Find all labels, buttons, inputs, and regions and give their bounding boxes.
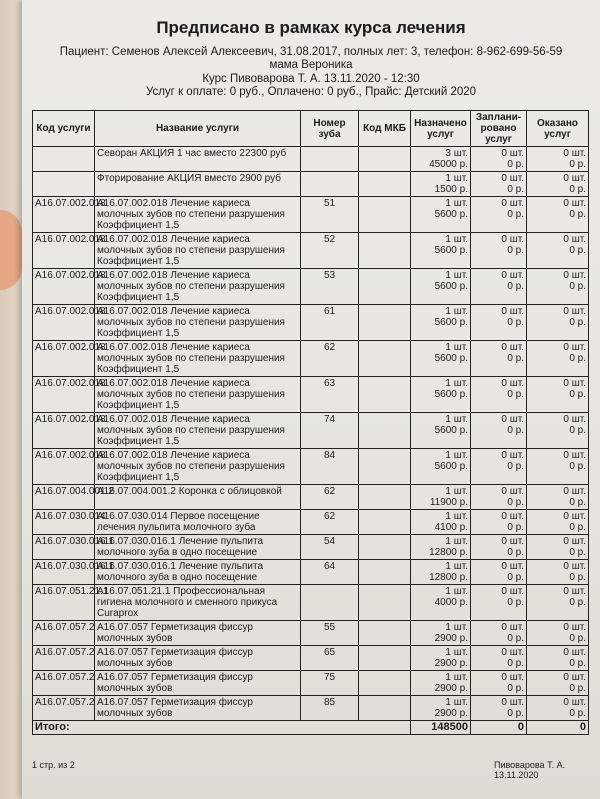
cell-assigned-qty: 1 шт.: [445, 270, 468, 281]
total-planned: 0: [471, 721, 527, 735]
cell-tooth: 85: [301, 696, 359, 721]
cell-done-qty: 0 шт.: [563, 672, 586, 683]
cell-planned: [471, 377, 527, 413]
cell-planned-qty: 0 шт.: [501, 511, 524, 522]
table-row: [33, 560, 589, 585]
cell-planned-qty: 0 шт.: [501, 270, 524, 281]
cell-done: [527, 341, 589, 377]
cell-done-qty: 0 шт.: [563, 622, 586, 633]
cell-planned-price: 0 р.: [507, 184, 524, 195]
cell-mkb: [359, 197, 411, 233]
table-row: [33, 305, 589, 341]
cell-planned-price: 0 р.: [507, 597, 524, 608]
cell-tooth: [301, 172, 359, 197]
cell-assigned-price: 5600 р.: [434, 389, 468, 400]
cell-tooth: 64: [301, 560, 359, 585]
cell-assigned-price: 5600 р.: [434, 461, 468, 472]
table-row: [33, 172, 589, 197]
cell-done-price: 0 р.: [569, 317, 586, 328]
cell-name: Фторирование АКЦИЯ вместо 2900 руб: [95, 172, 301, 197]
cell-assigned-price: 2900 р.: [434, 658, 468, 669]
cell-done-price: 0 р.: [569, 209, 586, 220]
patient-line: Пациент: Семенов Алексей Алексеевич, 31.08.2017, полных лет: 3, телефон: 8-962-699-56-59: [59, 46, 563, 58]
table-row: [33, 621, 589, 646]
cell-planned-price: 0 р.: [507, 683, 524, 694]
cell-planned-qty: 0 шт.: [501, 647, 524, 658]
cell-planned-qty: 0 шт.: [501, 450, 524, 461]
table-row: [33, 671, 589, 696]
cell-assigned-qty: 1 шт.: [445, 622, 468, 633]
cell-assigned-qty: 1 шт.: [445, 414, 468, 425]
cell-done-price: 0 р.: [569, 245, 586, 256]
cell-code: A16.07.051.21.1: [33, 585, 95, 621]
header-name: Название услуги: [95, 111, 301, 147]
cell-mkb: [359, 485, 411, 510]
cell-planned: [471, 449, 527, 485]
cell-assigned-qty: 1 шт.: [445, 697, 468, 708]
cell-mkb: [359, 413, 411, 449]
document-title: Предписано в рамках курса лечения: [156, 18, 466, 37]
table-row: [33, 197, 589, 233]
table-row: [33, 510, 589, 535]
cell-assigned-price: 4000 р.: [434, 597, 468, 608]
cell-assigned-price: 4100 р.: [434, 522, 468, 533]
cell-assigned: [411, 585, 471, 621]
payment-line: Услуг к оплате: 0 руб., Оплачено: 0 руб., Прайс: Детский 2020: [145, 86, 477, 98]
cell-assigned-price: 1500 р.: [434, 184, 468, 195]
cell-assigned-qty: 1 шт.: [445, 378, 468, 389]
cell-done-price: 0 р.: [569, 281, 586, 292]
header-mkb: Код МКБ: [359, 111, 411, 147]
total-row: [33, 721, 589, 735]
cell-planned-price: 0 р.: [507, 461, 524, 472]
total-assigned: 148500: [411, 721, 471, 735]
cell-code: A16.07.004.001.2: [33, 485, 95, 510]
cell-planned-price: 0 р.: [507, 353, 524, 364]
cell-assigned: [411, 621, 471, 646]
table-row: [33, 646, 589, 671]
cell-done-qty: 0 шт.: [563, 414, 586, 425]
cell-planned-qty: 0 шт.: [501, 586, 524, 597]
cell-mkb: [359, 671, 411, 696]
cell-name: A16.07.002.018 Лечение кариеса молочных зубов по степени разрушения Коэффициент 1,5: [95, 449, 301, 485]
cell-done-qty: 0 шт.: [563, 378, 586, 389]
cell-name: A16.07.002.018 Лечение кариеса молочных зубов по степени разрушения Коэффициент 1,5: [95, 413, 301, 449]
cell-mkb: [359, 696, 411, 721]
cell-done-qty: 0 шт.: [563, 511, 586, 522]
cell-planned-price: 0 р.: [507, 547, 524, 558]
cell-done-price: 0 р.: [569, 159, 586, 170]
document-sheet: [22, 0, 600, 799]
cell-done-price: 0 р.: [569, 572, 586, 583]
cell-code: A16.07.002.018: [33, 233, 95, 269]
cell-done-qty: 0 шт.: [563, 148, 586, 159]
cell-planned: [471, 233, 527, 269]
cell-name: A16.07.002.018 Лечение кариеса молочных зубов по степени разрушения Коэффициент 1,5: [95, 305, 301, 341]
cell-code: A16.07.030.016.1: [33, 535, 95, 560]
table-row: [33, 341, 589, 377]
cell-code: A16.07.057.2: [33, 696, 95, 721]
cell-mkb: [359, 269, 411, 305]
cell-tooth: 51: [301, 197, 359, 233]
cell-done: [527, 147, 589, 172]
cell-done-qty: 0 шт.: [563, 306, 586, 317]
cell-mkb: [359, 172, 411, 197]
cell-planned: [471, 305, 527, 341]
cell-assigned: [411, 147, 471, 172]
cell-assigned-price: 5600 р.: [434, 245, 468, 256]
cell-planned-qty: 0 шт.: [501, 561, 524, 572]
cell-planned-price: 0 р.: [507, 281, 524, 292]
cell-mkb: [359, 585, 411, 621]
cell-name: A16.07.030.016.1 Лечение пульпита молочного зуба в одно посещение: [95, 560, 301, 585]
cell-planned-qty: 0 шт.: [501, 342, 524, 353]
cell-planned-price: 0 р.: [507, 425, 524, 436]
cell-assigned-qty: 1 шт.: [445, 647, 468, 658]
cell-planned: [471, 510, 527, 535]
cell-done-qty: 0 шт.: [563, 647, 586, 658]
cell-planned-qty: 0 шт.: [501, 173, 524, 184]
cell-done-price: 0 р.: [569, 184, 586, 195]
header-planned: Заплани-ровано услуг: [471, 111, 527, 147]
cell-planned: [471, 172, 527, 197]
cell-assigned: [411, 413, 471, 449]
cell-done-qty: 0 шт.: [563, 536, 586, 547]
cell-tooth: 75: [301, 671, 359, 696]
cell-assigned: [411, 510, 471, 535]
cell-assigned: [411, 197, 471, 233]
cell-planned: [471, 646, 527, 671]
cell-planned: [471, 341, 527, 377]
cell-code: A16.07.002.018: [33, 413, 95, 449]
header-tooth: Номер зуба: [301, 111, 359, 147]
cell-done: [527, 696, 589, 721]
cell-planned: [471, 585, 527, 621]
cell-assigned: [411, 671, 471, 696]
cell-name: A16.07.002.018 Лечение кариеса молочных зубов по степени разрушения Коэффициент 1,5: [95, 341, 301, 377]
cell-planned-qty: 0 шт.: [501, 697, 524, 708]
table-row: [33, 147, 589, 172]
cell-mkb: [359, 341, 411, 377]
cell-assigned-price: 5600 р.: [434, 425, 468, 436]
cell-mkb: [359, 147, 411, 172]
cell-assigned-qty: 1 шт.: [445, 306, 468, 317]
cell-done: [527, 197, 589, 233]
cell-done: [527, 377, 589, 413]
page-number: 1 стр. из 2: [32, 760, 75, 770]
cell-name: A16.07.002.018 Лечение кариеса молочных зубов по степени разрушения Коэффициент 1,5: [95, 269, 301, 305]
cell-assigned-price: 5600 р.: [434, 317, 468, 328]
cell-assigned-price: 5600 р.: [434, 209, 468, 220]
cell-planned-qty: 0 шт.: [501, 536, 524, 547]
cell-code: A16.07.002.018: [33, 269, 95, 305]
cell-assigned: [411, 560, 471, 585]
cell-done-price: 0 р.: [569, 461, 586, 472]
cell-assigned-qty: 1 шт.: [445, 561, 468, 572]
cell-code: A16.07.030.014: [33, 510, 95, 535]
cell-done: [527, 510, 589, 535]
cell-done: [527, 621, 589, 646]
course-line: Курс Пивоварова Т. А. 13.11.2020 - 12:30: [202, 73, 420, 85]
cell-assigned: [411, 535, 471, 560]
cell-done: [527, 485, 589, 510]
cell-done-price: 0 р.: [569, 497, 586, 508]
cell-done: [527, 646, 589, 671]
cell-assigned-price: 5600 р.: [434, 353, 468, 364]
cell-tooth: 61: [301, 305, 359, 341]
cell-done-price: 0 р.: [569, 425, 586, 436]
cell-assigned-price: 12800 р.: [429, 547, 468, 558]
cell-done-price: 0 р.: [569, 708, 586, 719]
cell-mkb: [359, 621, 411, 646]
cell-planned: [471, 197, 527, 233]
cell-planned-qty: 0 шт.: [501, 622, 524, 633]
cell-tooth: 55: [301, 621, 359, 646]
cell-code: A16.07.057.2: [33, 646, 95, 671]
background-object: [0, 210, 22, 290]
cell-code: [33, 172, 95, 197]
cell-assigned: [411, 377, 471, 413]
cell-code: [33, 147, 95, 172]
cell-mkb: [359, 377, 411, 413]
cell-planned-price: 0 р.: [507, 245, 524, 256]
cell-name: A16.07.057 Герметизация фиссур молочных зубов: [95, 671, 301, 696]
cell-done: [527, 233, 589, 269]
table-row: [33, 696, 589, 721]
cell-assigned-qty: 1 шт.: [445, 173, 468, 184]
cell-assigned-price: 12800 р.: [429, 572, 468, 583]
cell-assigned-price: 45000 р.: [429, 159, 468, 170]
cell-assigned: [411, 233, 471, 269]
guardian-line: мама Вероника: [269, 59, 353, 71]
cell-assigned-qty: 1 шт.: [445, 536, 468, 547]
cell-planned-price: 0 р.: [507, 572, 524, 583]
cell-assigned: [411, 341, 471, 377]
table-row: [33, 585, 589, 621]
cell-planned-qty: 0 шт.: [501, 306, 524, 317]
cell-tooth: 53: [301, 269, 359, 305]
table-row: [33, 377, 589, 413]
cell-tooth: 52: [301, 233, 359, 269]
total-label: Итого:: [33, 721, 411, 735]
cell-tooth: 65: [301, 646, 359, 671]
cell-planned-price: 0 р.: [507, 497, 524, 508]
cell-done: [527, 585, 589, 621]
cell-mkb: [359, 646, 411, 671]
cell-assigned-qty: 1 шт.: [445, 486, 468, 497]
cell-tooth: 84: [301, 449, 359, 485]
cell-done-qty: 0 шт.: [563, 450, 586, 461]
cell-done-qty: 0 шт.: [563, 561, 586, 572]
cell-name: A16.07.002.018 Лечение кариеса молочных зубов по степени разрушения Коэффициент 1,5: [95, 197, 301, 233]
cell-code: A16.07.002.018: [33, 305, 95, 341]
cell-done-qty: 0 шт.: [563, 697, 586, 708]
cell-code: A16.07.002.018: [33, 377, 95, 413]
cell-done-qty: 0 шт.: [563, 198, 586, 209]
cell-planned: [471, 560, 527, 585]
cell-assigned: [411, 485, 471, 510]
cell-planned-price: 0 р.: [507, 708, 524, 719]
cell-done-qty: 0 шт.: [563, 234, 586, 245]
cell-planned: [471, 413, 527, 449]
cell-mkb: [359, 233, 411, 269]
cell-tooth: 74: [301, 413, 359, 449]
cell-tooth: 54: [301, 535, 359, 560]
cell-assigned-price: 5600 р.: [434, 281, 468, 292]
cell-assigned-price: 2900 р.: [434, 633, 468, 644]
cell-done-price: 0 р.: [569, 683, 586, 694]
cell-planned: [471, 621, 527, 646]
cell-code: A16.07.057.2: [33, 671, 95, 696]
cell-tooth: 62: [301, 341, 359, 377]
cell-planned-price: 0 р.: [507, 522, 524, 533]
cell-done-price: 0 р.: [569, 389, 586, 400]
cell-planned: [471, 671, 527, 696]
cell-name: A16.07.051.21.1 Профессиональная гигиена молочного и сменного прикуса Curaprox: [95, 585, 301, 621]
cell-assigned-qty: 1 шт.: [445, 586, 468, 597]
cell-tooth: 62: [301, 485, 359, 510]
cell-mkb: [359, 305, 411, 341]
cell-done-price: 0 р.: [569, 658, 586, 669]
cell-planned-qty: 0 шт.: [501, 672, 524, 683]
table-row: [33, 535, 589, 560]
table-row: [33, 269, 589, 305]
cell-done-qty: 0 шт.: [563, 586, 586, 597]
cell-assigned: [411, 646, 471, 671]
cell-assigned-qty: 3 шт.: [445, 148, 468, 159]
cell-done: [527, 413, 589, 449]
cell-mkb: [359, 510, 411, 535]
cell-done: [527, 269, 589, 305]
cell-name: Севоран АКЦИЯ 1 час вместо 22300 руб: [95, 147, 301, 172]
cell-done: [527, 172, 589, 197]
cell-assigned-qty: 1 шт.: [445, 672, 468, 683]
cell-done-price: 0 р.: [569, 597, 586, 608]
cell-mkb: [359, 560, 411, 585]
cell-assigned-qty: 1 шт.: [445, 450, 468, 461]
cell-assigned: [411, 449, 471, 485]
cell-assigned-price: 2900 р.: [434, 683, 468, 694]
cell-done-price: 0 р.: [569, 547, 586, 558]
table-header-row: [33, 111, 589, 147]
cell-planned: [471, 535, 527, 560]
cell-mkb: [359, 535, 411, 560]
cell-code: A16.07.002.018: [33, 197, 95, 233]
cell-done-price: 0 р.: [569, 633, 586, 644]
cell-tooth: 63: [301, 377, 359, 413]
cell-code: A16.07.002.018: [33, 449, 95, 485]
cell-tooth: [301, 585, 359, 621]
cell-assigned: [411, 172, 471, 197]
cell-name: A16.07.004.001.2 Коронка с облицовкой: [95, 485, 301, 510]
cell-planned-qty: 0 шт.: [501, 148, 524, 159]
cell-done-qty: 0 шт.: [563, 270, 586, 281]
cell-planned-qty: 0 шт.: [501, 414, 524, 425]
cell-tooth: 62: [301, 510, 359, 535]
cell-done-qty: 0 шт.: [563, 342, 586, 353]
cell-tooth: [301, 147, 359, 172]
cell-name: A16.07.002.018 Лечение кариеса молочных зубов по степени разрушения Коэффициент 1,5: [95, 377, 301, 413]
cell-assigned-qty: 1 шт.: [445, 198, 468, 209]
cell-planned-price: 0 р.: [507, 317, 524, 328]
cell-done: [527, 535, 589, 560]
cell-assigned: [411, 696, 471, 721]
cell-done: [527, 560, 589, 585]
cell-code: A16.07.002.018: [33, 341, 95, 377]
cell-planned-qty: 0 шт.: [501, 378, 524, 389]
table-row: [33, 449, 589, 485]
cell-planned-qty: 0 шт.: [501, 234, 524, 245]
cell-done-price: 0 р.: [569, 522, 586, 533]
cell-assigned-price: 11900 р.: [429, 497, 468, 508]
cell-name: A16.07.057 Герметизация фиссур молочных зубов: [95, 646, 301, 671]
cell-done: [527, 671, 589, 696]
cell-code: A16.07.030.016.1: [33, 560, 95, 585]
cell-code: A16.07.057.2: [33, 621, 95, 646]
cell-assigned-price: 2900 р.: [434, 708, 468, 719]
cell-name: A16.07.057 Герметизация фиссур молочных зубов: [95, 621, 301, 646]
cell-name: A16.07.030.014 Первое посещение лечения пульпита молочного зуба: [95, 510, 301, 535]
cell-planned-price: 0 р.: [507, 633, 524, 644]
cell-done-qty: 0 шт.: [563, 173, 586, 184]
services-table: [32, 110, 589, 735]
cell-planned-price: 0 р.: [507, 658, 524, 669]
cell-assigned-qty: 1 шт.: [445, 511, 468, 522]
cell-name: A16.07.030.016.1 Лечение пульпита молочного зуба в одно посещение: [95, 535, 301, 560]
cell-name: A16.07.002.018 Лечение кариеса молочных зубов по степени разрушения Коэффициент 1,5: [95, 233, 301, 269]
cell-planned: [471, 696, 527, 721]
table-row: [33, 233, 589, 269]
cell-done: [527, 449, 589, 485]
header-code: Код услуги: [33, 111, 95, 147]
header-assigned: Назначено услуг: [411, 111, 471, 147]
cell-done-price: 0 р.: [569, 353, 586, 364]
cell-planned-price: 0 р.: [507, 209, 524, 220]
cell-assigned-qty: 1 шт.: [445, 342, 468, 353]
cell-planned: [471, 269, 527, 305]
cell-planned-price: 0 р.: [507, 159, 524, 170]
cell-planned-qty: 0 шт.: [501, 486, 524, 497]
cell-planned: [471, 485, 527, 510]
table-row: [33, 413, 589, 449]
cell-assigned-qty: 1 шт.: [445, 234, 468, 245]
cell-planned-price: 0 р.: [507, 389, 524, 400]
table-row: [33, 485, 589, 510]
footer-author: Пивоварова Т. А. 13.11.2020: [494, 760, 566, 780]
cell-name: A16.07.057 Герметизация фиссур молочных зубов: [95, 696, 301, 721]
cell-planned-qty: 0 шт.: [501, 198, 524, 209]
cell-done: [527, 305, 589, 341]
cell-assigned: [411, 305, 471, 341]
cell-mkb: [359, 449, 411, 485]
header-done: Оказано услуг: [527, 111, 589, 147]
cell-assigned: [411, 269, 471, 305]
cell-planned: [471, 147, 527, 172]
total-done: 0: [527, 721, 589, 735]
cell-done-qty: 0 шт.: [563, 486, 586, 497]
